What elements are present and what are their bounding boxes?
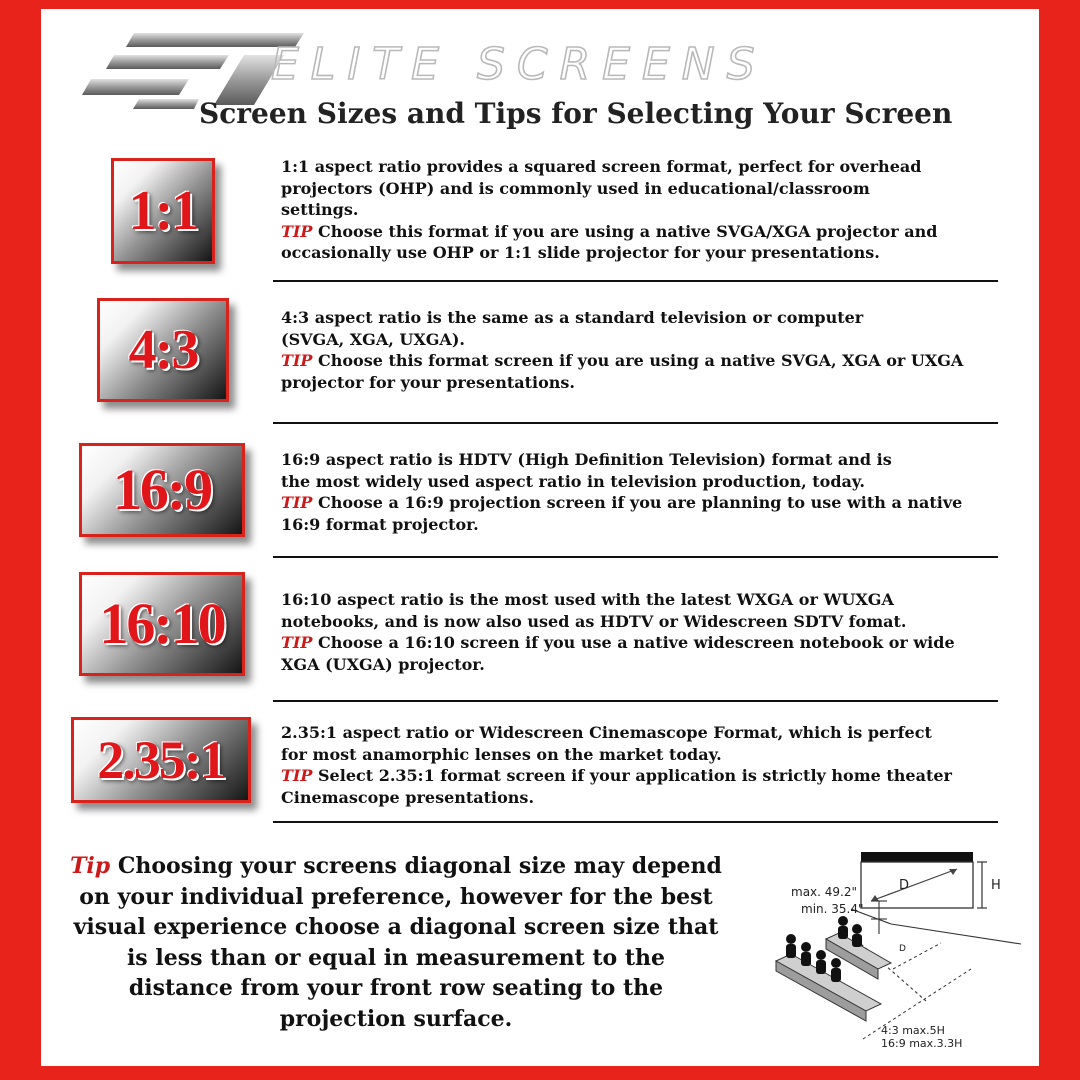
badge-label: 1:1: [128, 180, 198, 242]
projection-screen-icon: [861, 852, 973, 908]
row-divider: [273, 422, 998, 424]
badge-label: 16:10: [99, 591, 225, 656]
height-marker: [977, 862, 987, 908]
tip-line: XGA (UXGA) projector.: [281, 654, 485, 674]
desc-line: 16:10 aspect ratio is the most used with the latest WXGA or WUXGA: [281, 590, 894, 609]
tip-line: occasionally use OHP or 1:1 slide projector for your presentations.: [281, 243, 880, 262]
min-distance-label: min. 35.4": [801, 902, 864, 916]
row-divider: [273, 700, 998, 702]
row-divider: [273, 821, 998, 823]
aspect-badge: [97, 298, 229, 402]
tip-label: TIP: [281, 766, 313, 785]
desc-line: settings.: [281, 200, 359, 219]
room-lines: [851, 901, 1021, 1001]
viewing-distance-diagram: [731, 839, 1031, 1054]
tip-label: TIP: [281, 221, 313, 241]
tip-line: Choose this format screen if you are using a native SVGA, XGA or UXGA: [318, 351, 964, 370]
max-distance-label: max. 49.2": [791, 885, 858, 899]
tip-line: projection surface.: [279, 1005, 513, 1032]
height-label: H: [991, 878, 1001, 893]
badge-label: 16:9: [112, 457, 212, 522]
tip-label: TIP: [281, 351, 313, 370]
ratio-4-3-label: 4:3 max.5H: [881, 1024, 945, 1037]
tip-line: distance from your front row seating to the: [128, 975, 664, 1001]
desc-line: projectors (OHP) and is commonly used in educational/classroom: [281, 178, 870, 198]
tip-line: Choosing your screens diagonal size may depend: [117, 853, 722, 879]
aspect-badge: [79, 443, 245, 537]
badge-label: 4:3: [128, 319, 198, 381]
desc-line: 1:1 aspect ratio provides a squared screen format, perfect for overhead: [281, 157, 922, 176]
seating-rows-icon: [776, 916, 891, 1021]
desc-line: 16:9 aspect ratio is HDTV (High Definition Television) format and is: [281, 450, 892, 469]
desc-line: 4:3 aspect ratio is the same as a standard television or computer: [281, 308, 864, 327]
viewing-distance-tip: [61, 851, 731, 1034]
ratio-16-9-label: 16:9 max.3.3H: [881, 1037, 963, 1050]
tip-label: Tip: [70, 853, 111, 879]
desc-line: 2.35:1 aspect ratio or Widescreen Cinemascope Format, which is perfect: [281, 723, 932, 742]
badge-label: 2.35:1: [97, 730, 225, 790]
desc-line: notebooks, and is now also used as HDTV or Widescreen SDTV fomat.: [281, 611, 907, 631]
tip-line: Select 2.35:1 format screen if your application is strictly home theater: [318, 766, 952, 785]
tip-line: Choose this format if you are using a native SVGA/XGA projector and: [318, 221, 938, 241]
tip-line: visual experience choose a diagonal screen size that: [73, 914, 719, 940]
infographic-page: [41, 9, 1039, 1066]
tip-line: Cinemascope presentations.: [281, 787, 535, 807]
screen-diagonal-label: D: [899, 878, 910, 893]
aspect-description: [281, 722, 1001, 808]
desc-line: for most anamorphic lenses on the market today.: [281, 744, 722, 764]
aspect-badge: [71, 717, 251, 803]
floor-distance-label: D: [899, 944, 906, 954]
row-divider: [273, 280, 998, 282]
page-title: Screen Sizes and Tips for Selecting Your Screen: [199, 97, 953, 130]
row-divider: [273, 556, 998, 558]
tip-label: TIP: [281, 493, 313, 512]
tip-line: Choose a 16:9 projection screen if you are planning to use with a native: [318, 493, 963, 512]
tip-line: Choose a 16:10 screen if you use a native widescreen notebook or wide: [318, 633, 955, 652]
tip-line: projector for your presentations.: [281, 372, 575, 392]
aspect-description: [281, 307, 1001, 393]
aspect-description: [281, 589, 1001, 675]
desc-line: the most widely used aspect ratio in television production, today.: [281, 471, 865, 491]
aspect-badge: [111, 158, 215, 264]
tip-label: TIP: [281, 633, 313, 652]
brand-wordmark: ELITE SCREENS: [271, 39, 767, 90]
desc-line: (SVGA, XGA, UXGA).: [281, 329, 465, 349]
aspect-description: [281, 156, 1001, 264]
aspect-description: [281, 449, 1001, 535]
tip-line: on your individual preference, however for the best: [79, 883, 713, 910]
aspect-badge: [79, 572, 245, 676]
tip-line: is less than or equal in measurement to the: [126, 944, 666, 971]
tip-line: 16:9 format projector.: [281, 514, 479, 534]
